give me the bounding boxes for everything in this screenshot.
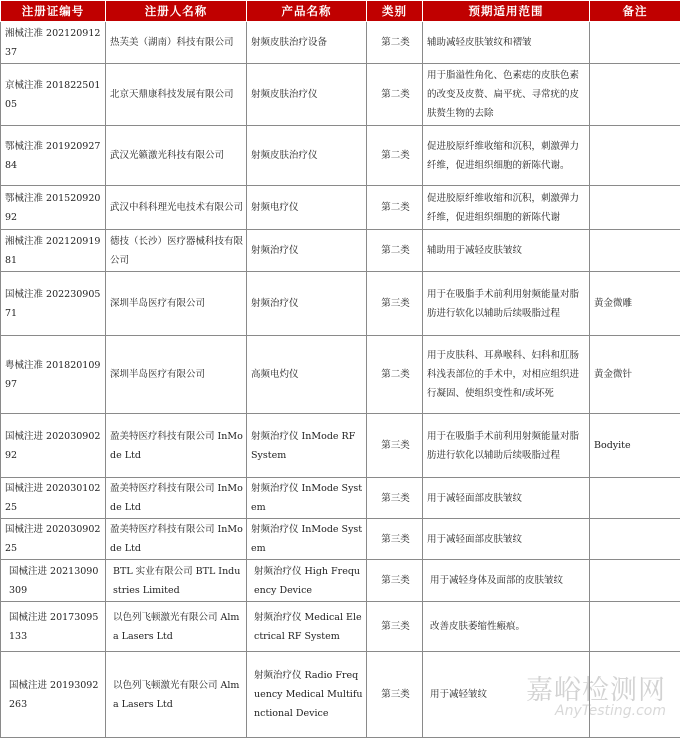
cell-reg-number: 国械注进 20213090309 [1,560,106,602]
table-header-row [1,1,680,22]
cell-note: Bodyite [590,414,680,478]
cell-scope: 辅助减轻皮肤皱纹和褶皱 [423,22,590,64]
cell-reg-number: 鄂械注准 20152092092 [1,186,106,230]
cell-scope: 用于在吸脂手术前利用射频能量对脂肪进行软化以辅助后续吸脂过程 [423,272,590,336]
cell-class: 第二类 [367,230,423,272]
cell-note [590,126,680,186]
cell-holder: 盈美特医疗科技有限公司 InMode Ltd [106,519,247,560]
cell-holder: 热芙美（湖南）科技有限公司 [106,22,247,64]
cell-note: 黄金微针 [590,336,680,414]
cell-scope: 辅助用于减轻皮肤皱纹 [423,230,590,272]
cell-holder: 武汉中科科理光电技术有限公司 [106,186,247,230]
header-holder: 注册人名称 [106,1,247,22]
cell-scope: 用于在吸脂手术前利用射频能量对脂肪进行软化以辅助后续吸脂过程 [423,414,590,478]
cell-holder: 德技（长沙）医疗器械科技有限公司 [106,230,247,272]
cell-holder: 以色列飞顿激光有限公司 Alma Lasers Ltd [106,602,247,652]
cell-reg-number: 国械注进 20173095133 [1,602,106,652]
cell-product: 射频治疗仪 InMode RF System [247,414,367,478]
cell-scope: 用于减轻面部皮肤皱纹 [423,519,590,560]
cell-note [590,519,680,560]
cell-reg-number: 湘械注准 20212091237 [1,22,106,64]
cell-note [590,230,680,272]
cell-class: 第三类 [367,478,423,519]
cell-note: 黄金微雕 [590,272,680,336]
cell-class: 第二类 [367,126,423,186]
cell-class: 第二类 [367,22,423,64]
cell-class: 第二类 [367,336,423,414]
table-row [1,126,680,186]
cell-holder: 以色列飞顿激光有限公司 Alma Lasers Ltd [106,652,247,738]
table-row [1,560,680,602]
cell-holder: BTL 实业有限公司 BTL Industries Limited [106,560,247,602]
table-row [1,652,680,738]
cell-reg-number: 粤械注准 20182010997 [1,336,106,414]
cell-reg-number: 国械注进 20203010225 [1,478,106,519]
cell-reg-number: 国械注进 20203090225 [1,519,106,560]
header-note: 备注 [590,1,680,22]
table-row [1,602,680,652]
header-class: 类别 [367,1,423,22]
cell-product: 射频治疗仪 [247,230,367,272]
cell-product: 射频皮肤治疗设备 [247,22,367,64]
cell-note [590,602,680,652]
cell-scope: 用于皮肤科、耳鼻喉科、妇科和肛肠科浅表部位的手术中，对相应组织进行凝固、使组织变性和/或坏死 [423,336,590,414]
cell-product: 射频皮肤治疗仪 [247,64,367,126]
table-row [1,22,680,64]
header-product: 产品名称 [247,1,367,22]
header-reg-number: 注册证编号 [1,1,106,22]
cell-class: 第三类 [367,519,423,560]
cell-product: 射频皮肤治疗仪 [247,126,367,186]
cell-holder: 北京天鼎康科技发展有限公司 [106,64,247,126]
cell-class: 第二类 [367,186,423,230]
watermark-text: 嘉峪检测网 [526,675,666,706]
cell-product: 射频治疗仪 High Frequency Device [247,560,367,602]
table-row [1,414,680,478]
table-row [1,478,680,519]
table-row [1,272,680,336]
cell-note [590,64,680,126]
cell-holder: 深圳半岛医疗有限公司 [106,336,247,414]
cell-class: 第三类 [367,272,423,336]
cell-product: 射频治疗仪 InMode System [247,478,367,519]
cell-note [590,478,680,519]
cell-scope: 用于减轻皱纹 [423,652,590,738]
cell-reg-number: 国械注准 20223090571 [1,272,106,336]
table-row [1,186,680,230]
watermark-url: AnyTesting.com [555,703,666,719]
cell-holder: 武汉光籁激光科技有限公司 [106,126,247,186]
cell-product: 射频治疗仪 Radio Frequency Medical Multifunctional Device [247,652,367,738]
cell-note [590,186,680,230]
cell-scope: 改善皮肤萎缩性瘢痕。 [423,602,590,652]
cell-class: 第三类 [367,652,423,738]
cell-note [590,22,680,64]
cell-reg-number: 鄂械注准 20192092784 [1,126,106,186]
cell-product: 射频治疗仪 Medical Electrical RF System [247,602,367,652]
table-row [1,336,680,414]
cell-reg-number: 湘械注准 20212091981 [1,230,106,272]
cell-holder: 深圳半岛医疗有限公司 [106,272,247,336]
cell-product: 射频治疗仪 InMode System [247,519,367,560]
header-scope: 预期适用范围 [423,1,590,22]
cell-note [590,560,680,602]
cell-class: 第三类 [367,560,423,602]
cell-holder: 盈美特医疗科技有限公司 InMode Ltd [106,478,247,519]
table-row [1,519,680,560]
cell-product: 高频电灼仪 [247,336,367,414]
table-row [1,64,680,126]
cell-class: 第三类 [367,602,423,652]
cell-reg-number: 国械注进 20193092263 [1,652,106,738]
cell-scope: 促进胶原纤维收缩和沉积，刺激弹力纤维，促进组织细胞的新陈代谢。 [423,126,590,186]
cell-scope: 用于减轻面部皮肤皱纹 [423,478,590,519]
cell-scope: 用于减轻身体及面部的皮肤皱纹 [423,560,590,602]
cell-note [590,652,680,738]
cell-class: 第三类 [367,414,423,478]
cell-reg-number: 京械注准 20182250105 [1,64,106,126]
cell-holder: 盈美特医疗科技有限公司 InMode Ltd [106,414,247,478]
cell-class: 第二类 [367,64,423,126]
cell-scope: 促进胶原纤维收缩和沉积，刺激弹力纤维，促进组织细胞的新陈代谢 [423,186,590,230]
cell-reg-number: 国械注进 20203090292 [1,414,106,478]
table-row [1,230,680,272]
cell-product: 射频治疗仪 [247,272,367,336]
cell-scope: 用于脂溢性角化、色素痣的皮肤色素的改变及皮赘、扁平疣、寻常疣的皮肤赘生物的去除 [423,64,590,126]
cell-product: 射频电疗仪 [247,186,367,230]
